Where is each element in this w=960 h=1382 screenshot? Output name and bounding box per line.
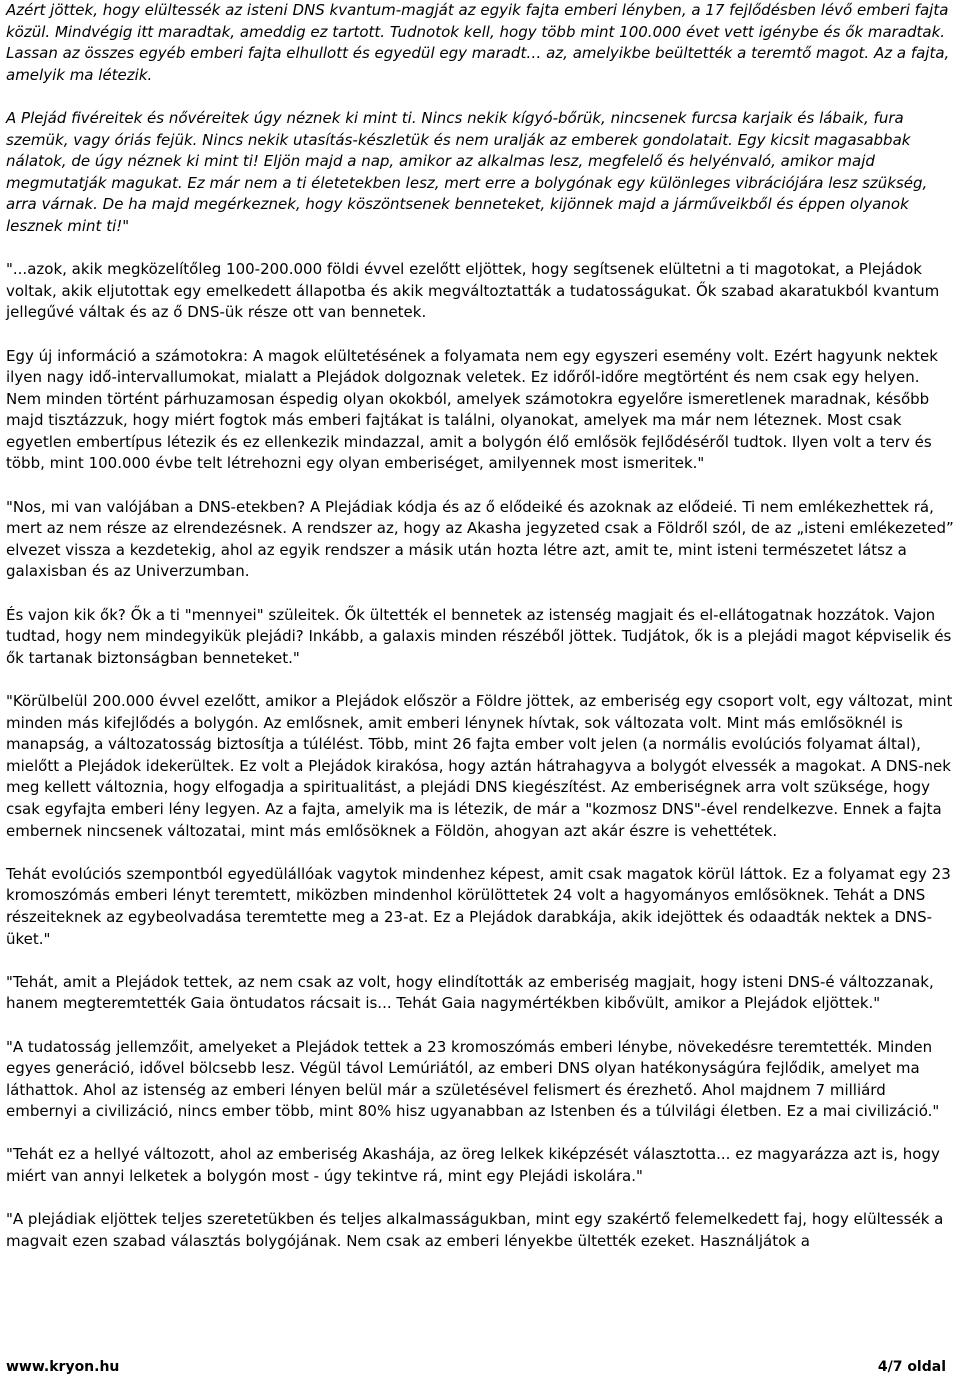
paragraph-gap xyxy=(6,475,956,497)
paragraph-gap xyxy=(6,669,956,691)
paragraph: "A tudatosság jellemzőit, amelyeket a Plejádok tettek a 23 kromoszómás emberi lénybe, növekedésre teremtették. Minden egyes generáció, idővel bölcsebb lesz. Végül távol Lemúriától, az emberi DNS olyan hatékonyságúra fejlődik, amelyet ma láthattok. Ahol az istenség az emberi lényen belül már a születésével felismert és érezhető. Ahol majdnem 7 milliárd embernyi a civilizáció, nincs ember több, mint 80% hisz ugyanabban az Istenben és a túlvilági életben. Ez a mai civilizáció." xyxy=(6,1037,940,1121)
paragraph: "Tehát ez a hellyé változott, ahol az emberiség Akashája, az öreg lelkek kiképzését választotta... ez magyarázza azt is, hogy miért van annyi lelketek a bolygón most - úgy tekintve rá, mint egy Plejádi iskolára." xyxy=(6,1145,940,1186)
document-body xyxy=(6,0,956,1252)
paragraph-gap xyxy=(6,1188,956,1210)
footer-site-link[interactable]: www.kryon.hu xyxy=(6,1359,120,1375)
paragraph: "Körülbelül 200.000 évvel ezelőtt, amikor a Plejádok először a Földre jöttek, az emberiség egy csoport volt, egy változat, mint minden más kifejlődés a bolygón. Az emlősnek, amit emberi lénynek hívtak, sok változata volt. Mint más emlősöknél is manapság, a változatosság biztosítja a túlélést. Több, mint 26 fajta ember volt jelen (a normális evolúciós folyamat által), mielőtt a Plejádok idekerültek. Ez volt a Plejádok kirakósa, hogy aztán hátrahagyva a bolygót elvessék a magokat. A DNS-nek meg kellett változnia, hogy elfogadja a spiritualitást, a plejádi DNS kiegészítést. Az emberiségnek arra volt szüksége, hogy csak egyfajta emberi lény legyen. Az a fajta, amelyik ma is létezik, de már a "kozmosz DNS"-ével rendelkezve. Ennek a fajta embernek nincsenek változatai, mint más emlősöknek a Földön, ahogyan azt akár észre is vehettétek. xyxy=(6,692,953,840)
paragraph: Egy új információ a számotokra: A magok elültetésének a folyamata nem egy egyszeri esemény volt. Ezért hagyunk nektek ilyen nagy idő-intervallumokat, mialatt a Plejádok dolgoznak veletek. Ez időről-időre megtörtént és nem csak egy helyen. Nem minden történt párhuzamosan éspedig olyan okokból, amelyek számotokra egyelőre ismeretlenek maradnak, később majd tisztázzuk, hogy miért fogtok más emberi fajtákat is találni, olyanokat, amelyek ma már nem léteznek. Most csak egyetlen embertípus létezik és ez ellenkezik mindazzal, amit a bolygón élő emlősök fejlődéséről tudtok. Ilyen volt a terv és több, mint 100.000 évbe telt létrehozni egy olyan emberiséget, amilyennek most ismeritek." xyxy=(6,346,938,473)
paragraph-gap xyxy=(6,1123,956,1145)
footer-page-number: 4/7 oldal xyxy=(877,1359,946,1375)
paragraph-gap xyxy=(6,324,956,346)
page-footer xyxy=(6,1358,946,1376)
paragraph: Tehát evolúciós szempontból egyedülállóak vagytok mindenhez képest, amit csak magatok körül láttok. Ez a folyamat egy 23 kromoszómás emberi lényt teremtett, miközben mindenhol körülöttetek 24 volt a hagyományos emlősöknek. Tehát a DNS részeiteknek az egybeolvadása teremtette meg a 23-at. Ez a Plejádok darabkája, akik idejöttek és odaadták nektek a DNS-üket." xyxy=(6,864,951,948)
paragraph-gap xyxy=(6,842,956,864)
paragraph: "Tehát, amit a Plejádok tettek, az nem csak az volt, hogy elindították az emberiség magjait, hogy isteni DNS-é változzanak, hanem megteremtették Gaia öntudatos rácsait is... Tehát Gaia nagymértékben kibővült, amikor a Plejádok eljöttek." xyxy=(6,972,934,1013)
paragraph: "...azok, akik megközelítőleg 100-200.000 földi évvel ezelőtt eljöttek, hogy segítsenek elültetni a ti magotokat, a Plejádok voltak, akik eljutottak egy emelkedett állapotba és akik megváltoztatták a tudatosságukat. Ők szabad akaratukból kvantum jellegűvé váltak és az ő DNS-ük része ott van bennetek. xyxy=(6,260,940,322)
paragraph-gap xyxy=(6,238,956,260)
paragraph: "A plejádiak eljöttek teljes szeretetükben és teljes alkalmasságukban, mint egy szakértő felemelkedett faj, hogy elültessék a magvait ezen szabad választás bolygójának. Nem csak az emberi lényekbe ültették ezeket. Használjátok a xyxy=(6,1210,944,1250)
paragraph: A Plejád fivéreitek és nővéreitek úgy néznek ki mint ti. Nincs nekik kígyó-bőrük, nincsenek furcsa karjaik és lábaik, fura szemük, vagy óriás fejük. Nincs nekik utasítás-készletük és nem uralják az emberek gondolatait. Egy kicsit magasabbak nálatok, de úgy néznek ki mint ti! Eljön majd a nap, amikor az alkalmas lesz, megfelelő és helyénvaló, amikor majd megmutatják magukat. Ez már nem a ti életetekben lesz, mert erre a bolygónak egy különleges vibrációjára lesz szükség, arra várnak. De ha majd megérkeznek, hogy köszöntsenek benneteket, kijönnek majd a járműveikből és éppen olyanok lesznek mint ti!" xyxy=(6,108,928,235)
paragraph: És vajon kik ők? Ők a ti "mennyei" szüleitek. Ők ültették el bennetek az istenség magjait és el-ellátogatnak hozzátok. Vajon tudtad, hogy nem mindegyikük plejádi? Inkább, a galaxis minden részéből jöttek. Tudjátok, ők is a plejádi magot képviselik és ők tartanak biztonságban benneteket." xyxy=(6,605,952,667)
paragraph-gap xyxy=(6,86,956,108)
paragraph-gap xyxy=(6,583,956,605)
paragraph-gap xyxy=(6,950,956,972)
paragraph-gap xyxy=(6,1015,956,1037)
paragraph: Azért jöttek, hogy elültessék az isteni DNS kvantum-magját az egyik fajta emberi lényben, a 17 fejlődésben lévő emberi fajta közül. Mindvégig itt maradtak, ameddig ez tartott. Tudnotok kell, hogy több mint 100.000 évet vett igénybe és ők maradtak. Lassan az összes egyéb emberi fajta elhullott és egyedül egy maradt… az, amelyikbe beültették a teremtő magot. Az a fajta, amelyik ma létezik. xyxy=(6,1,950,84)
paragraph: "Nos, mi van valójában a DNS-etekben? A Plejádiak kódja és az ő elődeiké és azoknak az elődeié. Ti nem emlékezhettek rá, mert az nem része az elrendezésnek. A rendszer az, hogy az Akasha jegyzeted csak a Földről szól, de az „isteni emlékezeted” elvezet vissza a kezdetekig, ahol az egyik rendszer a másik után hozta létre azt, amit te, mint isteni természetet látsz a galaxisban és az Univerzumban. xyxy=(6,497,954,581)
